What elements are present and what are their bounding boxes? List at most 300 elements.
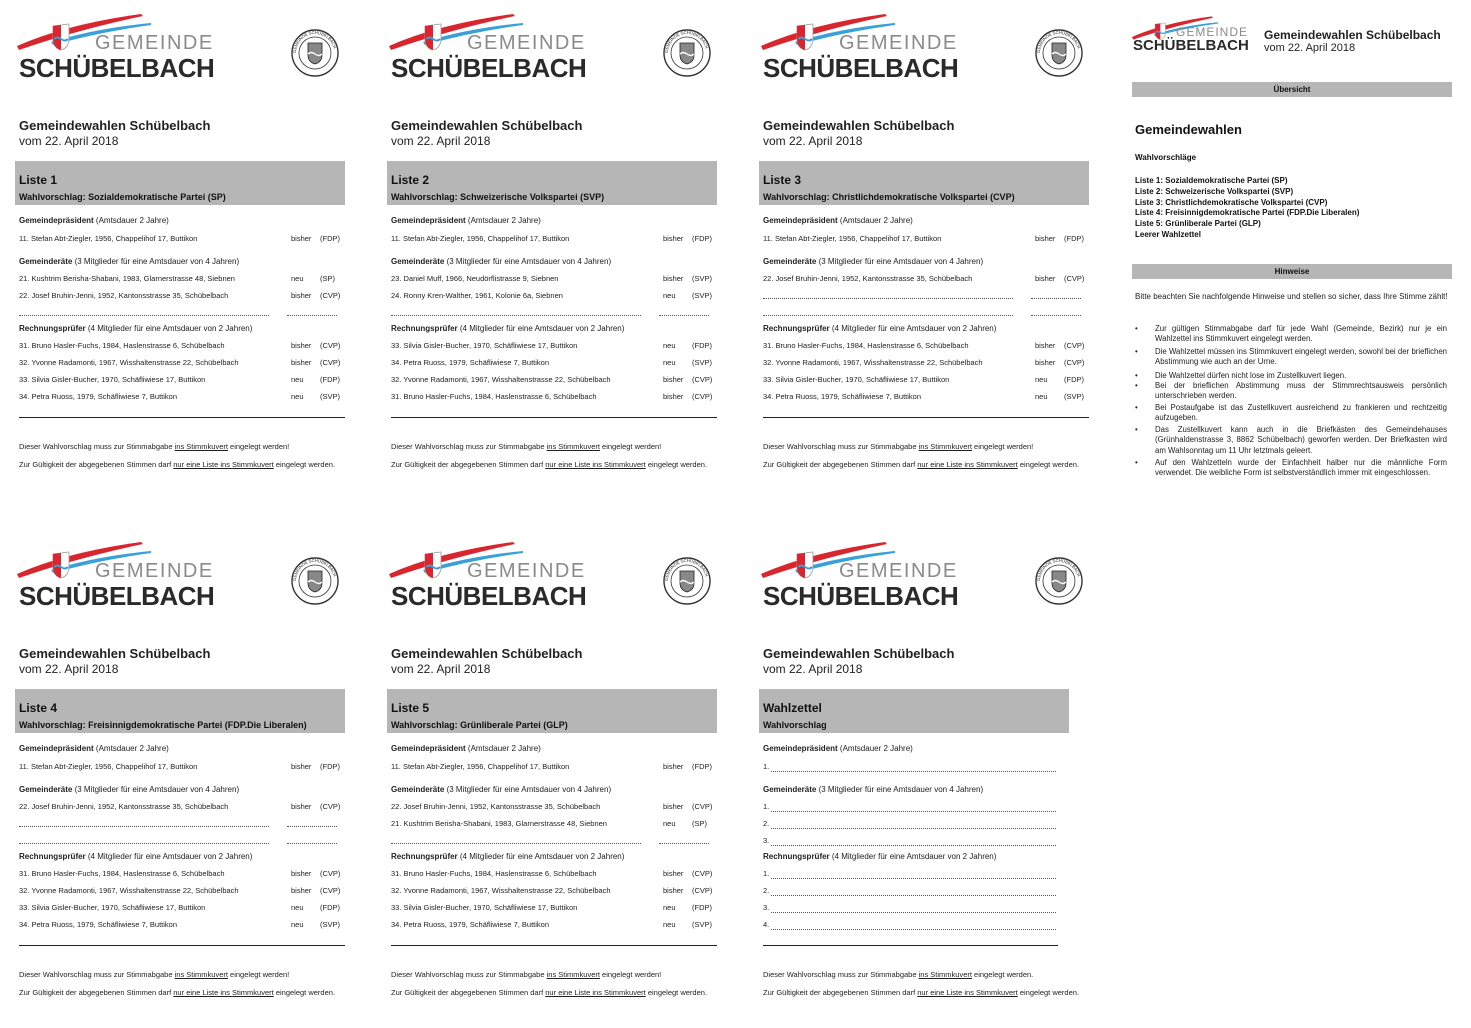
- section-heading-rest: (Amtsdauer 2 Jahre): [837, 744, 913, 753]
- candidate-status: bisher: [291, 291, 312, 300]
- gemeinde-logo: [389, 540, 589, 612]
- logo-text-schuebelbach: SCHÜBELBACH: [1133, 37, 1249, 54]
- separator-line: [391, 945, 717, 946]
- note-text: eingelegt werden.: [1017, 988, 1080, 997]
- note-text: eingelegt werden!: [227, 970, 290, 979]
- note-underlined: ins Stimmkuvert: [918, 442, 972, 451]
- candidate-party: (FDP): [320, 234, 340, 243]
- note-text: Zur Gültigkeit der abgegebenen Stimmen darf: [763, 988, 918, 997]
- blank-slot-row[interactable]: [763, 819, 1089, 829]
- candidate-party: (CVP): [320, 802, 341, 811]
- ballot-wahlzettel-blank: [759, 528, 1099, 1028]
- candidate-row: [391, 903, 717, 913]
- slot-write-line[interactable]: [771, 770, 1056, 772]
- section-heading-rest: (Amtsdauer 2 Jahre): [465, 744, 541, 753]
- candidate-status: bisher: [291, 341, 312, 350]
- title-initial: S: [501, 646, 511, 661]
- separator-line: [19, 945, 345, 946]
- election-title: [763, 118, 954, 133]
- municipal-seal-icon: [662, 556, 712, 606]
- section-heading-rest: (Amtsdauer 2 Jahre): [837, 216, 913, 225]
- candidate-row: [391, 920, 717, 930]
- title-rest: chübelbach: [138, 118, 211, 133]
- candidate-name: 21. Kushtrim Berisha-Shabani, 1983, Glarnerstrasse 48, Siebnen: [19, 274, 235, 283]
- election-date: vom 22. April 2018: [763, 134, 863, 148]
- section-heading-rest: (Amtsdauer 2 Jahre): [93, 744, 169, 753]
- note-text: eingelegt werden.: [1017, 460, 1080, 469]
- candidate-status: bisher: [291, 358, 312, 367]
- section-heading-bold: Gemeindepräsident: [391, 744, 466, 753]
- wahlvorschlaege-label: Wahlvorschläge: [1135, 153, 1197, 162]
- blank-party-line[interactable]: [287, 825, 337, 827]
- candidate-status: bisher: [663, 886, 684, 895]
- blank-party-line[interactable]: [287, 842, 337, 844]
- stimmkuvert-note: [391, 441, 721, 452]
- title-prefix: Gemeindewahlen: [19, 646, 130, 661]
- ballot-liste-4: [15, 528, 355, 1028]
- section-heading-rest: (Amtsdauer 2 Jahre): [93, 216, 169, 225]
- hint-item: [1135, 324, 1447, 345]
- section-heading-rest: (3 Mitglieder für eine Amtsdauer von 4 Jahren): [444, 257, 612, 266]
- svg-text:GEMEINDE SCHÜBELBACH: GEMEINDE SCHÜBELBACH: [663, 557, 710, 582]
- blank-slot-row[interactable]: [763, 836, 1089, 846]
- gemeinde-logo: [389, 12, 589, 84]
- note-underlined: nur eine Liste ins Stimmkuvert: [173, 988, 274, 997]
- list-proposal: Wahlvorschlag: [763, 720, 827, 730]
- hint-text: Die Wahlzettel müssen ins Stimmkuvert eingelegt werden, sowohl bei der brieflichen Abstimmung wie auch an der Urne.: [1155, 347, 1447, 367]
- separator-line: [391, 417, 717, 418]
- hint-item: [1135, 347, 1447, 368]
- candidate-name: 31. Bruno Hasler-Fuchs, 1984, Haslenstrasse 6, Schübelbach: [19, 869, 225, 878]
- section-heading-bold: Rechnungsprüfer: [763, 852, 830, 861]
- section-heading-rest: (4 Mitglieder für eine Amtsdauer von 2 Jahren): [829, 324, 997, 333]
- candidate-party: (CVP): [320, 291, 341, 300]
- candidate-party: (FDP): [320, 762, 340, 771]
- candidate-party: (FDP): [1064, 375, 1084, 384]
- candidate-row: [391, 341, 717, 351]
- note-text: Zur Gültigkeit der abgegebenen Stimmen darf: [763, 460, 918, 469]
- candidate-status: neu: [663, 291, 676, 300]
- candidate-status: bisher: [663, 869, 684, 878]
- note-text: Zur Gültigkeit der abgegebenen Stimmen darf: [391, 988, 546, 997]
- note-text: Zur Gültigkeit der abgegebenen Stimmen darf: [19, 460, 174, 469]
- logo-text-schuebelbach: SCHÜBELBACH: [19, 53, 215, 83]
- blank-name-line[interactable]: [763, 297, 1013, 299]
- candidate-name: 22. Josef Bruhin-Jenni, 1952, Kantonsstrasse 35, Schübelbach: [19, 291, 229, 300]
- candidate-row: [19, 886, 345, 896]
- slot-write-line[interactable]: [771, 810, 1056, 812]
- note-underlined: nur eine Liste ins Stimmkuvert: [917, 988, 1018, 997]
- title-initial: S: [501, 118, 511, 133]
- candidate-row: [763, 274, 1089, 284]
- stimmkuvert-note: [763, 441, 1093, 452]
- candidate-name: 33. Silvia Gisler-Bucher, 1970, Schäfliwiese 17, Buttikon: [391, 903, 578, 912]
- candidate-name: 34. Petra Ruoss, 1979, Schäfliwiese 7, Buttikon: [19, 920, 178, 929]
- section-heading-bold: Rechnungsprüfer: [391, 324, 458, 333]
- candidate-status: bisher: [291, 869, 312, 878]
- bullet-icon: •: [1135, 381, 1138, 390]
- ballot-liste-3: [759, 0, 1099, 500]
- title-rest: chübelbach: [510, 646, 583, 661]
- note-underlined: ins Stimmkuvert: [174, 442, 228, 451]
- candidate-name: 31. Bruno Hasler-Fuchs, 1984, Haslenstrasse 6, Schübelbach: [763, 341, 969, 350]
- section-heading-pruefer: [391, 324, 624, 333]
- overview-list-item: Liste 3: Christlichdemokratische Volkspartei (CVP): [1135, 197, 1328, 207]
- title-initial: S: [129, 646, 139, 661]
- list-header-bar: [15, 161, 345, 205]
- svg-text:GEMEINDE SCHÜBELBACH: GEMEINDE SCHÜBELBACH: [1035, 557, 1082, 582]
- slot-write-line[interactable]: [771, 894, 1056, 896]
- candidate-status: bisher: [291, 886, 312, 895]
- bullet-icon: •: [1135, 403, 1138, 412]
- title-initial: S: [873, 646, 883, 661]
- note-text: eingelegt werden.: [645, 988, 708, 997]
- slot-write-line[interactable]: [771, 877, 1056, 879]
- election-title: [19, 118, 210, 133]
- candidate-name: 32. Yvonne Radamonti, 1967, Wisshaltenstrasse 22, Schübelbach: [763, 358, 983, 367]
- gemeinde-logo: [17, 12, 217, 84]
- candidate-row: [19, 291, 345, 301]
- candidate-status: bisher: [1035, 341, 1056, 350]
- blank-party-line[interactable]: [659, 314, 709, 316]
- section-heading-rest: (Amtsdauer 2 Jahre): [465, 216, 541, 225]
- slot-number: 1.: [763, 802, 770, 811]
- candidate-row: [391, 234, 717, 244]
- candidate-name: 22. Josef Bruhin-Jenni, 1952, Kantonsstrasse 35, Schübelbach: [763, 274, 973, 283]
- note-text: eingelegt werden!: [599, 970, 662, 979]
- candidate-row: [19, 762, 345, 772]
- section-heading-pruefer: [19, 324, 252, 333]
- section-heading-bold: Gemeinderäte: [19, 785, 73, 794]
- candidate-name: 31. Bruno Hasler-Fuchs, 1984, Haslenstrasse 6, Schübelbach: [19, 341, 225, 350]
- candidate-name: 33. Silvia Gisler-Bucher, 1970, Schäfliwiese 17, Buttikon: [391, 341, 578, 350]
- municipal-seal-icon: [1034, 28, 1084, 78]
- blank-party-line[interactable]: [1031, 297, 1081, 299]
- candidate-party: (FDP): [692, 234, 712, 243]
- blank-slot-row[interactable]: [763, 903, 1089, 913]
- ballot-liste-5: [387, 528, 727, 1028]
- section-heading-bold: Gemeinderäte: [763, 257, 817, 266]
- candidate-party: (CVP): [1064, 358, 1085, 367]
- logo-text-schuebelbach: SCHÜBELBACH: [19, 581, 215, 611]
- candidate-row: [391, 762, 717, 772]
- section-heading-bold: Gemeinderäte: [763, 785, 817, 794]
- slot-write-line[interactable]: [771, 911, 1056, 913]
- candidate-party: (FDP): [692, 903, 712, 912]
- candidate-status: bisher: [291, 234, 312, 243]
- list-header-bar: [15, 689, 345, 733]
- list-name: Liste 3: [763, 173, 802, 187]
- note-text: Dieser Wahlvorschlag muss zur Stimmabgabe: [391, 442, 547, 451]
- section-heading-praesident: [19, 216, 169, 225]
- note-text: Dieser Wahlvorschlag muss zur Stimmabgabe: [19, 970, 175, 979]
- candidate-party: (FDP): [320, 375, 340, 384]
- slot-number: 4.: [763, 920, 770, 929]
- candidate-name: 33. Silvia Gisler-Bucher, 1970, Schäfliwiese 17, Buttikon: [19, 375, 206, 384]
- section-heading-rest: (3 Mitglieder für eine Amtsdauer von 4 Jahren): [816, 257, 984, 266]
- list-proposal: Wahlvorschlag: Freisinnigdemokratische Partei (FDP.Die Liberalen): [19, 720, 307, 730]
- overview-list-item: Leerer Wahlzettel: [1135, 230, 1201, 239]
- election-date: vom 22. April 2018: [763, 662, 863, 676]
- candidate-row: [763, 341, 1089, 351]
- section-heading-raete: [19, 785, 239, 794]
- section-heading-praesident: [391, 216, 541, 225]
- section-heading-rest: (3 Mitglieder für eine Amtsdauer von 4 Jahren): [72, 785, 240, 794]
- candidate-row: [391, 358, 717, 368]
- blank-slot-row[interactable]: [763, 869, 1089, 879]
- candidate-status: bisher: [291, 762, 312, 771]
- note-text: eingelegt werden.: [273, 988, 336, 997]
- candidate-row: [391, 802, 717, 812]
- list-name: Liste 1: [19, 173, 58, 187]
- candidate-name: 33. Silvia Gisler-Bucher, 1970, Schäfliwiese 17, Buttikon: [763, 375, 950, 384]
- candidate-name: 11. Stefan Abt-Ziegler, 1956, Chappelihof 17, Buttikon: [19, 762, 198, 771]
- candidate-row: [19, 920, 345, 930]
- stimmkuvert-note: [763, 969, 1093, 980]
- election-date: vom 22. April 2018: [19, 662, 119, 676]
- candidate-party: (SVP): [320, 392, 341, 401]
- candidate-status: neu: [1035, 392, 1048, 401]
- candidate-row: [391, 375, 717, 385]
- candidate-row: [19, 234, 345, 244]
- svg-text:GEMEINDE SCHÜBELBACH: GEMEINDE SCHÜBELBACH: [291, 29, 338, 54]
- section-heading-bold: Gemeinderäte: [391, 257, 445, 266]
- election-title: [391, 646, 582, 661]
- gemeinde-logo: [761, 540, 961, 612]
- list-name: Liste 5: [391, 701, 430, 715]
- candidate-name: 32. Yvonne Radamonti, 1967, Wisshaltenstrasse 22, Schübelbach: [391, 886, 611, 895]
- section-heading-pruefer: [763, 324, 996, 333]
- title-prefix: Gemeindewahlen: [763, 646, 874, 661]
- list-name: Liste 2: [391, 173, 430, 187]
- blank-name-line[interactable]: [19, 842, 269, 844]
- candidate-name: 32. Yvonne Radamonti, 1967, Wisshaltenstrasse 22, Schübelbach: [391, 375, 611, 384]
- note-underlined: ins Stimmkuvert: [546, 442, 600, 451]
- ballot-liste-2: [387, 0, 727, 500]
- election-title: [391, 118, 582, 133]
- stimmkuvert-note: [19, 441, 349, 452]
- section-heading-bold: Gemeindepräsident: [391, 216, 466, 225]
- hint-text: Bei der brieflichen Abstimmung muss der Stimmrechtsausweis persönlich unterschrieben werden.: [1155, 381, 1447, 401]
- candidate-row: [19, 375, 345, 385]
- note-text: Dieser Wahlvorschlag muss zur Stimmabgabe: [763, 970, 919, 979]
- note-underlined: nur eine Liste ins Stimmkuvert: [917, 460, 1018, 469]
- blank-name-line[interactable]: [19, 314, 269, 316]
- section-heading-rest: (3 Mitglieder für eine Amtsdauer von 4 Jahren): [816, 785, 984, 794]
- section-heading-pruefer: [391, 852, 624, 861]
- candidate-row: [19, 341, 345, 351]
- hint-item: [1135, 381, 1447, 402]
- municipal-seal-icon: [290, 28, 340, 78]
- candidate-row: [391, 274, 717, 284]
- slot-number: 1.: [763, 762, 770, 771]
- section-heading-praesident: [19, 744, 169, 753]
- ballot-liste-1: [15, 0, 355, 500]
- candidate-status: bisher: [1035, 234, 1056, 243]
- note-underlined: nur eine Liste ins Stimmkuvert: [173, 460, 274, 469]
- blank-party-line[interactable]: [287, 314, 337, 316]
- election-date: vom 22. April 2018: [391, 134, 491, 148]
- note-text: eingelegt werden.: [273, 460, 336, 469]
- hints-bar: Hinweise: [1132, 264, 1452, 279]
- note-text: eingelegt werden.: [645, 460, 708, 469]
- overview-date: vom 22. April 2018: [1264, 42, 1356, 54]
- separator-line: [763, 945, 1058, 946]
- candidate-row: [19, 802, 345, 812]
- hints-intro: Bitte beachten Sie nachfolgende Hinweise und stellen so sicher, dass Ihre Stimme zählt!: [1135, 292, 1448, 301]
- note-text: Zur Gültigkeit der abgegebenen Stimmen darf: [391, 460, 546, 469]
- overview-heading: Gemeindewahlen: [1135, 122, 1242, 137]
- section-heading-rest: (4 Mitglieder für eine Amtsdauer von 2 Jahren): [85, 852, 253, 861]
- candidate-party: (CVP): [692, 392, 713, 401]
- slot-write-line[interactable]: [771, 928, 1056, 930]
- blank-slot-row[interactable]: [763, 802, 1089, 812]
- candidate-party: (CVP): [320, 886, 341, 895]
- section-heading-rest: (3 Mitglieder für eine Amtsdauer von 4 Jahren): [444, 785, 612, 794]
- election-date: vom 22. April 2018: [19, 134, 119, 148]
- candidate-status: bisher: [663, 234, 684, 243]
- candidate-party: (SVP): [692, 358, 713, 367]
- title-initial: S: [873, 118, 883, 133]
- svg-text:GEMEINDE SCHÜBELBACH: GEMEINDE SCHÜBELBACH: [1035, 29, 1082, 54]
- municipal-seal-icon: [662, 28, 712, 78]
- blank-name-line[interactable]: [391, 314, 641, 316]
- gemeinde-logo: [761, 12, 961, 84]
- validity-note: [391, 459, 721, 470]
- gemeinde-logo: [17, 540, 217, 612]
- candidate-party: (SVP): [320, 920, 341, 929]
- blank-party-line[interactable]: [659, 842, 709, 844]
- note-text: Dieser Wahlvorschlag muss zur Stimmabgabe: [763, 442, 919, 451]
- section-heading-praesident: [763, 216, 913, 225]
- list-header-bar: [387, 161, 717, 205]
- candidate-name: 34. Petra Ruoss, 1979, Schäfliwiese 7, Buttikon: [391, 358, 550, 367]
- list-header-bar: [759, 689, 1069, 733]
- blank-slot-row[interactable]: [763, 762, 1089, 772]
- candidate-party: (SP): [320, 274, 335, 283]
- bullet-icon: •: [1135, 324, 1138, 333]
- candidate-row: [19, 869, 345, 879]
- slot-write-line[interactable]: [771, 827, 1056, 829]
- candidate-status: neu: [291, 375, 304, 384]
- list-name: Liste 4: [19, 701, 58, 715]
- section-heading-bold: Gemeindepräsident: [763, 216, 838, 225]
- slot-number: 1.: [763, 869, 770, 878]
- note-underlined: ins Stimmkuvert: [546, 970, 600, 979]
- list-proposal: Wahlvorschlag: Christlichdemokratische Volkspartei (CVP): [763, 192, 1015, 202]
- candidate-party: (CVP): [320, 869, 341, 878]
- candidate-row: [391, 869, 717, 879]
- candidate-row: [763, 375, 1089, 385]
- candidate-party: (CVP): [692, 869, 713, 878]
- section-heading-bold: Gemeindepräsident: [19, 216, 94, 225]
- list-header-bar: [387, 689, 717, 733]
- section-heading-bold: Gemeindepräsident: [763, 744, 838, 753]
- candidate-row: [391, 819, 717, 829]
- hint-item: [1135, 371, 1447, 381]
- section-heading-raete: [763, 257, 983, 266]
- candidate-party: (CVP): [692, 886, 713, 895]
- note-text: Zur Gültigkeit der abgegebenen Stimmen darf: [19, 988, 174, 997]
- candidate-name: 33. Silvia Gisler-Bucher, 1970, Schäfliwiese 17, Buttikon: [19, 903, 206, 912]
- candidate-status: neu: [663, 341, 676, 350]
- hint-item: [1135, 425, 1447, 456]
- logo-text-gemeinde: GEMEINDE: [839, 32, 958, 54]
- stimmkuvert-note: [19, 969, 349, 980]
- candidate-status: neu: [663, 358, 676, 367]
- candidate-status: neu: [291, 920, 304, 929]
- candidate-name: 11. Stefan Abt-Ziegler, 1956, Chappelihof 17, Buttikon: [391, 234, 570, 243]
- section-heading-bold: Rechnungsprüfer: [763, 324, 830, 333]
- section-heading-raete: [763, 785, 983, 794]
- bullet-icon: •: [1135, 458, 1138, 467]
- section-heading-pruefer: [763, 852, 996, 861]
- candidate-status: bisher: [291, 802, 312, 811]
- note-underlined: nur eine Liste ins Stimmkuvert: [545, 988, 646, 997]
- candidate-party: (FDP): [1064, 234, 1084, 243]
- hint-item: [1135, 403, 1447, 424]
- section-heading-bold: Rechnungsprüfer: [19, 852, 86, 861]
- list-proposal: Wahlvorschlag: Sozialdemokratische Partei (SP): [19, 192, 226, 202]
- note-underlined: ins Stimmkuvert: [918, 970, 972, 979]
- candidate-status: neu: [663, 920, 676, 929]
- election-title: [19, 646, 210, 661]
- logo-text-gemeinde: GEMEINDE: [467, 32, 586, 54]
- candidate-name: 23. Daniel Muff, 1966, Neudörflistrasse 9, Siebnen: [391, 274, 559, 283]
- hint-text: Die Wahlzettel dürfen nicht lose im Zustellkuvert liegen.: [1155, 371, 1347, 380]
- candidate-status: bisher: [663, 802, 684, 811]
- blank-party-line[interactable]: [1031, 314, 1081, 316]
- blank-name-line[interactable]: [19, 825, 269, 827]
- list-proposal: Wahlvorschlag: Grünliberale Partei (GLP): [391, 720, 568, 730]
- stimmkuvert-note: [391, 969, 721, 980]
- section-heading-bold: Gemeindepräsident: [19, 744, 94, 753]
- blank-slot-row[interactable]: [763, 886, 1089, 896]
- note-text: Dieser Wahlvorschlag muss zur Stimmabgabe: [19, 442, 175, 451]
- candidate-status: neu: [1035, 375, 1048, 384]
- logo-text-schuebelbach: SCHÜBELBACH: [391, 53, 587, 83]
- candidate-name: 34. Petra Ruoss, 1979, Schäfliwiese 7, Buttikon: [19, 392, 178, 401]
- svg-text:GEMEINDE SCHÜBELBACH: GEMEINDE SCHÜBELBACH: [663, 29, 710, 54]
- section-heading-rest: (4 Mitglieder für eine Amtsdauer von 2 Jahren): [829, 852, 997, 861]
- overview-sheet: [1132, 0, 1452, 530]
- candidate-name: 34. Petra Ruoss, 1979, Schäfliwiese 7, Buttikon: [391, 920, 550, 929]
- slot-write-line[interactable]: [771, 844, 1056, 846]
- candidate-status: bisher: [663, 762, 684, 771]
- title-prefix: Gemeindewahlen: [391, 118, 502, 133]
- hint-text: Zur gültigen Stimmabgabe darf für jede Wahl (Gemeinde, Bezirk) nur je ein Wahlzettel ins Stimmkuvert eingelegt werden.: [1155, 324, 1447, 344]
- candidate-status: neu: [663, 819, 676, 828]
- candidate-party: (SVP): [692, 291, 713, 300]
- election-date: vom 22. April 2018: [391, 662, 491, 676]
- candidate-row: [763, 392, 1089, 402]
- hint-text: Das Zustellkuvert kann auch in die Briefkästen des Gemeindehauses (Grünhaldenstrasse 3, 8862 Schübelbach) geworfen werden. Der Briefkasten wird am Wahlsonntag um 11 Uhr letztmals geleert.: [1155, 425, 1447, 455]
- blank-name-line[interactable]: [763, 314, 1013, 316]
- municipal-seal-icon: [290, 556, 340, 606]
- candidate-status: bisher: [663, 274, 684, 283]
- note-text: eingelegt werden!: [599, 442, 662, 451]
- candidate-party: (FDP): [692, 341, 712, 350]
- blank-name-line[interactable]: [391, 842, 641, 844]
- section-heading-bold: Rechnungsprüfer: [19, 324, 86, 333]
- bullet-icon: •: [1135, 347, 1138, 356]
- section-heading-bold: Gemeinderäte: [19, 257, 73, 266]
- candidate-status: bisher: [663, 392, 684, 401]
- section-heading-rest: (4 Mitglieder für eine Amtsdauer von 2 Jahren): [457, 324, 625, 333]
- blank-slot-row[interactable]: [763, 920, 1089, 930]
- validity-note: [763, 459, 1093, 470]
- candidate-row: [19, 358, 345, 368]
